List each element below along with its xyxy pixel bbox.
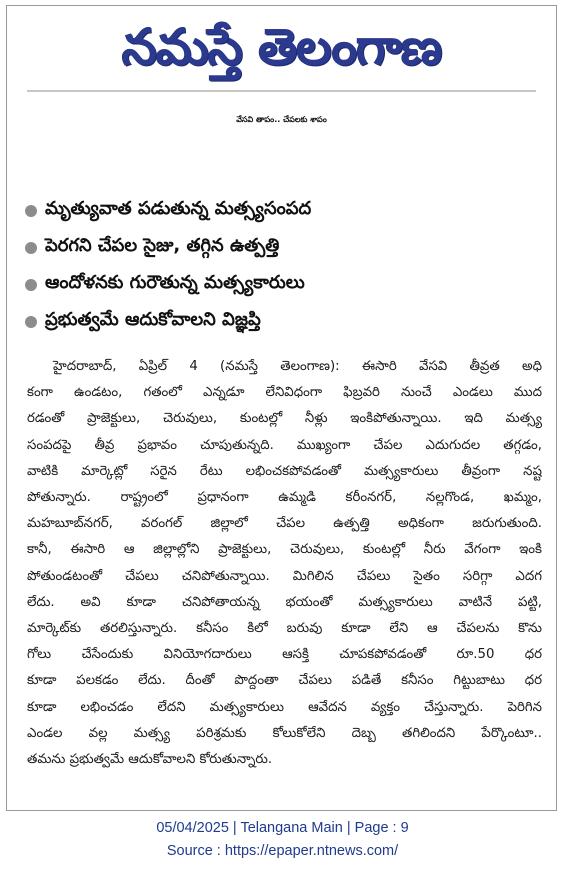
body-line: లేదు. అవి కూడా చనిపోతాయన్న భయంతో మత్స్యకారులు వాటినే పట్టి,: [27, 594, 542, 610]
newspaper-logo: నమస్తే తెలంగాణ: [121, 18, 442, 76]
masthead-divider: [27, 90, 536, 92]
article-headline: వేసవి తాపం.. చేపలకు శాపం: [236, 115, 327, 124]
article-body: [27, 354, 542, 773]
body-line: మార్కెట్‌కు తరలిస్తున్నారు. కనీసం కిలో బరువు కూడా లేని ఆ చేపలను కొను: [27, 621, 542, 637]
clipping-frame: [6, 5, 557, 811]
highlight-item: [25, 266, 545, 303]
body-line: కూడా పలకడం లేదు. దీంతో పొద్దంతా చేపలు పడితే కనీసం గిట్టుబాటు ధర: [27, 673, 542, 689]
highlight-text: ప్రభుత్వమే ఆదుకోవాలని విజ్ఞప్తి: [45, 309, 261, 330]
body-line: ఎండల వల్ల మత్స్య పరిశ్రమకు కోలుకోలేని దెబ్బ తగిలిందని పేర్కొంటూ..: [27, 725, 542, 741]
bullet-icon: [25, 279, 37, 291]
body-line: రడంతో ప్రాజెక్టులు, చెరువులు, కుంటల్లో నీళ్లు ఇంకిపోతున్నాయి. ఇది మత్స్య: [27, 411, 542, 427]
body-line: గోలు చేసేందుకు వినియోగదారులు ఆసక్తి చూపకపోవడంతో రూ.50 ధర: [27, 647, 542, 663]
publication-dateline: 05/04/2025 | Telangana Main | Page : 9: [156, 820, 409, 836]
body-line: పోతున్నారు. రాష్ట్రంలో ప్రధానంగా ఉమ్మడి కరీంనగర్, నల్లగొండ, ఖమ్మం,: [27, 490, 542, 506]
bullet-icon: [25, 316, 37, 328]
body-line: పోతుండటంతో చేపలు చనిపోతున్నాయి. మిగిలిన చేపలు సైతం సరిగ్గా ఎదగ: [27, 568, 542, 584]
source-link[interactable]: Source : https://epaper.ntnews.com/: [166, 843, 399, 859]
highlight-item: [25, 229, 545, 266]
body-line: వాటికి మార్కెట్లో సరైన రేటు లభించకపోవడంతో మత్స్యకారులు తీవ్రంగా నష్ట: [27, 463, 542, 479]
highlight-text: మృత్యువాత పడుతున్న మత్స్యసంపద: [45, 198, 312, 219]
highlight-text: ఆందోళనకు గురౌతున్న మత్స్యకారులు: [45, 272, 305, 293]
body-line: హైదరాబాద్, ఏప్రిల్ 4 (నమస్తే తెలంగాణ): ఈసారి వేసవి తీవ్రత అధి: [53, 359, 542, 374]
body-line: సంపదపై తీవ్ర ప్రభావం చూపుతున్నది. ముఖ్యంగా చేపల ఎదుగుదల తగ్గడం,: [27, 437, 542, 453]
highlight-item: [25, 192, 545, 229]
bullet-icon: [25, 242, 37, 254]
bullet-icon: [25, 205, 37, 217]
masthead: [7, 6, 556, 88]
body-line: కూడా లభించడం లేదని మత్స్యకారులు ఆవేదన వ్యక్తం చేస్తున్నారు. పెరిగిన: [27, 699, 542, 715]
body-line: కానీ, ఈసారి ఆ జిల్లాల్లోని ప్రాజెక్టులు, చెరువులు, కుంటల్లో నీరు వేగంగా ఇంకి: [27, 542, 542, 558]
highlight-list: [25, 192, 545, 340]
highlight-text: పెరగని చేపల సైజు, తగ్గిన ఉత్పత్తి: [45, 235, 280, 256]
body-line: తమను ప్రభుత్వమే ఆదుకోవాలని కోరుతున్నారు.: [27, 752, 273, 768]
body-line: మహబూబ్‌నగర్, వరంగల్ జిల్లాలో చేపల ఉత్పత్తి అధికంగా జరుగుతుంది.: [27, 516, 542, 532]
body-line: కంగా ఉండటం, గతంలో ఎన్నడూ లేనివిధంగా ఫిబ్రవరి నుంచే ఎండలు ముద: [27, 385, 542, 401]
highlight-item: [25, 303, 545, 340]
